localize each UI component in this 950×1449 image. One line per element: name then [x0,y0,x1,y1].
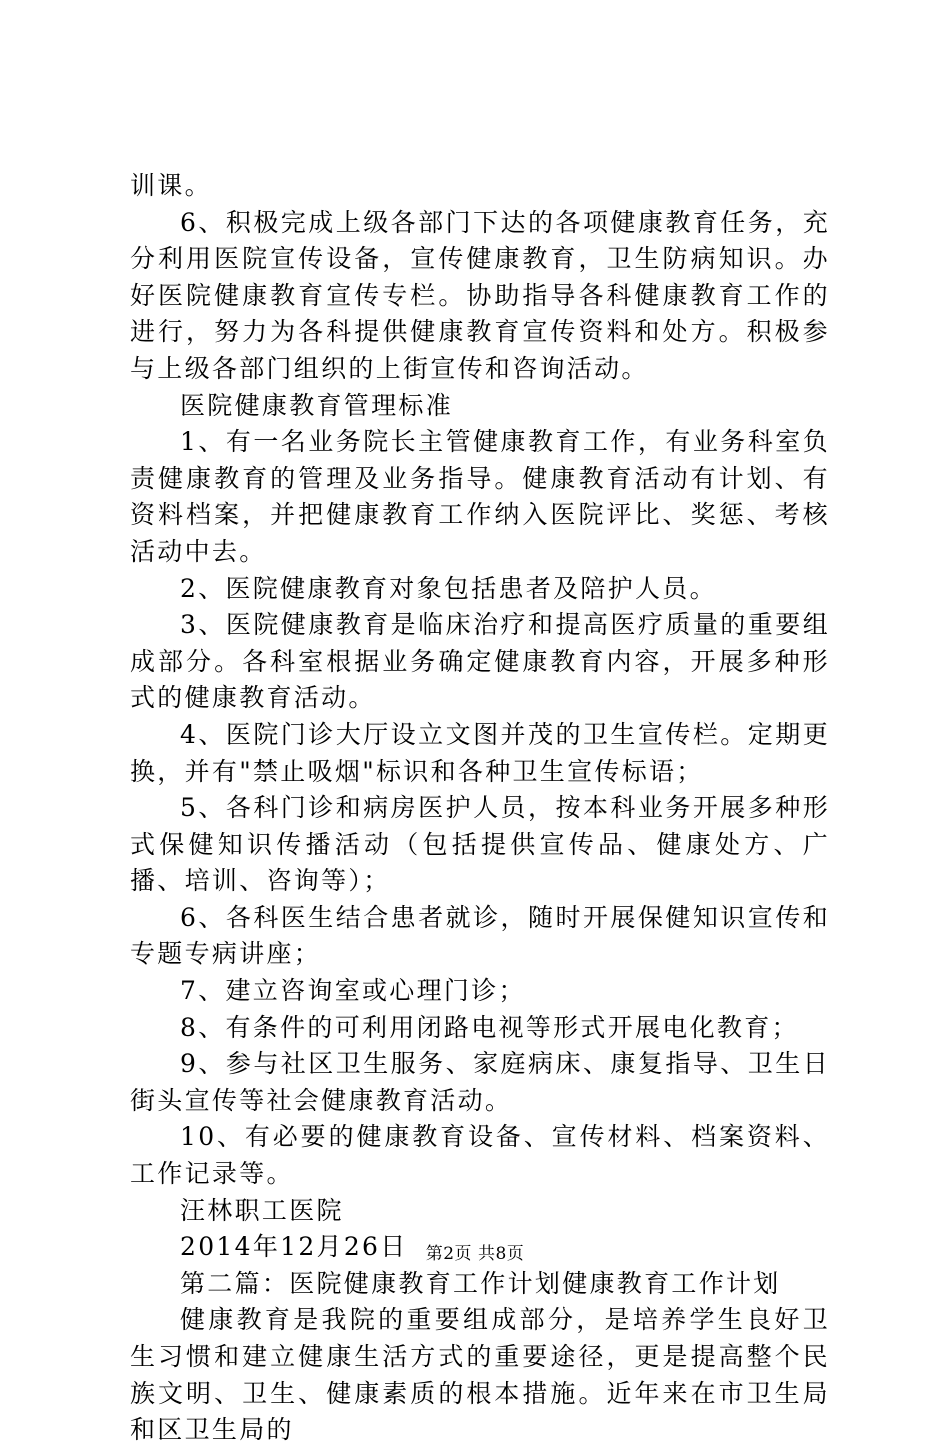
page-footer: 第2页 共8页 [425,1244,525,1264]
paragraph: 4、医院门诊大厅设立文图并茂的卫生宣传栏。定期更换，并有"禁止吸烟"标识和各种卫生宣传标语； [130,719,830,786]
paragraph: 6、各科医生结合患者就诊，随时开展保健知识宣传和专题专病讲座； [130,902,830,969]
paragraph: 健康教育是我院的重要组成部分，是培养学生良好卫生习惯和建立健康生活方式的重要途径，更是提高整个民族文明、卫生、健康素质的根本措施。近年来在市卫生局和区卫生局的 [130,1305,830,1445]
paragraph: 6、积极完成上级各部门下达的各项健康教育任务，充分利用医院宣传设备，宣传健康教育，卫生防病知识。办好医院健康教育宣传专栏。协助指导各科健康教育工作的进行，努力为各科提供健康教育宣传资料和处方。积极参与上级各部门组织的上街宣传和咨询活动。 [130,207,830,383]
paragraph: 9、参与社区卫生服务、家庭病床、康复指导、卫生日街头宣传等社会健康教育活动。 [130,1049,830,1115]
paragraph: 2014年12月26日 [180,1232,408,1262]
paragraph: 10、有必要的健康教育设备、宣传材料、档案资料、工作记录等。 [130,1122,830,1189]
paragraph: 7、建立咨询室或心理门诊； [180,976,526,1006]
paragraph: 汪林职工医院 [180,1195,344,1225]
paragraph: 2、医院健康教育对象包括患者及陪护人员。 [180,573,717,603]
paragraph: 3、医院健康教育是临床治疗和提高医疗质量的重要组成部分。各科室根据业务确定健康教育内容，开展多种形式的健康教育活动。 [130,610,830,713]
paragraph: 训课。 [130,171,212,200]
paragraph: 第二篇：医院健康教育工作计划健康教育工作计划 [180,1268,781,1298]
paragraph: 8、有条件的可利用闭路电视等形式开展电化教育； [180,1012,799,1042]
paragraph: 医院健康教育管理标准 [180,390,454,420]
paragraph: 5、各科门诊和病房医护人员，按本科业务开展多种形式保健知识传播活动（包括提供宣传品、健康处方、广播、培训、咨询等）； [130,793,830,896]
paragraph: 1、有一名业务院长主管健康教育工作，有业务科室负责健康教育的管理及业务指导。健康教育活动有计划、有资料档案，并把健康教育工作纳入医院评比、奖惩、考核活动中去。 [130,427,830,566]
